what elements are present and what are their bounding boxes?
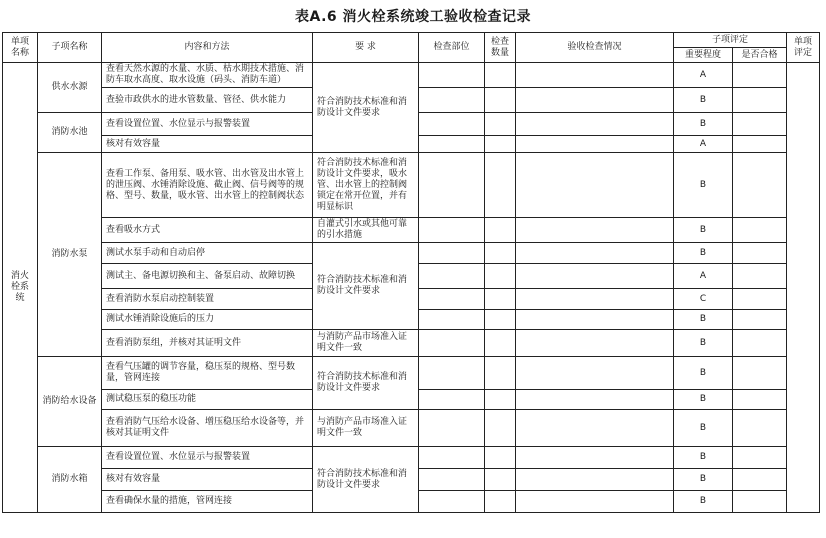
qualified-cell: [733, 63, 787, 88]
grade-cell: B: [674, 469, 733, 491]
content-cell: 查看天然水源的水量、水质、枯水期技术措施、消防车取水高度、取水设施（码头、消防车道）: [102, 63, 313, 88]
grade-cell: A: [674, 63, 733, 88]
qualified-cell: [733, 113, 787, 136]
location-cell: [419, 410, 485, 447]
count-cell: [485, 469, 516, 491]
location-cell: [419, 310, 485, 330]
count-cell: [485, 410, 516, 447]
grade-cell: B: [674, 447, 733, 469]
situation-cell: [516, 390, 674, 410]
requirement-cell: 符合消防技术标准和消防设计文件要求: [313, 243, 419, 330]
header-sub-eval: 子项评定: [674, 33, 787, 48]
page-title: 表A.6 消火栓系统竣工验收检查记录: [294, 9, 532, 25]
situation-cell: [516, 491, 674, 513]
location-cell: [419, 264, 485, 289]
requirement-cell: 符合消防技术标准和消防设计文件要求，吸水管、出水管上的控制阀锁定在常开位置，并有明显标识: [313, 153, 419, 218]
situation-cell: [516, 469, 674, 491]
grade-cell: B: [674, 410, 733, 447]
grade-cell: B: [674, 88, 733, 113]
header-importance: 重要程度: [674, 48, 733, 63]
grade-cell: A: [674, 264, 733, 289]
content-cell: 查看设置位置、水位显示与报警装置: [102, 447, 313, 469]
location-cell: [419, 113, 485, 136]
content-cell: 测试主、备电源切换和主、备泵启动、故障切换: [102, 264, 313, 289]
group-name: 供水水源: [38, 63, 102, 113]
grade-cell: B: [674, 113, 733, 136]
qualified-cell: [733, 390, 787, 410]
content-cell: 查看设置位置、水位显示与报警装置: [102, 113, 313, 136]
content-cell: 查看工作泵、备用泵、吸水管、出水管及出水管上的泄压阀、水锤消除设施、截止阀、信号阀等的规格、型号、数量，吸水管、出水管上的控制阀状态: [102, 153, 313, 218]
situation-cell: [516, 310, 674, 330]
location-cell: [419, 447, 485, 469]
requirement-cell: 符合消防技术标准和消防设计文件要求: [313, 357, 419, 410]
qualified-cell: [733, 491, 787, 513]
location-cell: [419, 153, 485, 218]
location-cell: [419, 218, 485, 243]
situation-cell: [516, 113, 674, 136]
requirement-cell: 自灌式引水或其他可靠的引水措施: [313, 218, 419, 243]
location-cell: [419, 357, 485, 390]
group-name: 消防水池: [38, 113, 102, 153]
content-cell: 核对有效容量: [102, 136, 313, 153]
header-row: [3, 33, 820, 48]
table-row: [3, 447, 820, 469]
qualified-cell: [733, 330, 787, 357]
location-cell: [419, 289, 485, 310]
count-cell: [485, 390, 516, 410]
location-cell: [419, 469, 485, 491]
grade-cell: A: [674, 136, 733, 153]
location-cell: [419, 136, 485, 153]
grade-cell: B: [674, 218, 733, 243]
location-cell: [419, 88, 485, 113]
requirement-cell: 符合消防技术标准和消防设计文件要求: [313, 63, 419, 153]
header-count: 检查数量: [485, 33, 516, 63]
content-cell: 查看气压罐的调节容量，稳压泵的规格、型号数量，管网连接: [102, 357, 313, 390]
count-cell: [485, 491, 516, 513]
location-cell: [419, 243, 485, 264]
content-cell: 查看吸水方式: [102, 218, 313, 243]
content-cell: 查看消防泵组，并核对其证明文件: [102, 330, 313, 357]
qualified-cell: [733, 289, 787, 310]
count-cell: [485, 243, 516, 264]
grade-cell: B: [674, 357, 733, 390]
situation-cell: [516, 218, 674, 243]
count-cell: [485, 264, 516, 289]
content-cell: 查看消防气压给水设备、增压稳压给水设备等，并核对其证明文件: [102, 410, 313, 447]
count-cell: [485, 136, 516, 153]
count-cell: [485, 289, 516, 310]
header-location: 检查部位: [419, 33, 485, 63]
situation-cell: [516, 357, 674, 390]
content-cell: 测试水锤消除设施后的压力: [102, 310, 313, 330]
content-cell: 测试稳压泵的稳压功能: [102, 390, 313, 410]
table-row: [3, 410, 820, 447]
qualified-cell: [733, 357, 787, 390]
requirement-cell: 符合消防技术标准和消防设计文件要求: [313, 447, 419, 513]
header-unit-eval: 单项评定: [787, 33, 820, 63]
qualified-cell: [733, 88, 787, 113]
table-row: [3, 63, 820, 88]
location-cell: [419, 330, 485, 357]
qualified-cell: [733, 447, 787, 469]
qualified-cell: [733, 153, 787, 218]
requirement-cell: 与消防产品市场准入证明文件一致: [313, 330, 419, 357]
situation-cell: [516, 289, 674, 310]
situation-cell: [516, 136, 674, 153]
requirement-cell: 与消防产品市场准入证明文件一致: [313, 410, 419, 447]
group-name: 消防给水设备: [38, 357, 102, 447]
situation-cell: [516, 243, 674, 264]
table-row: [3, 153, 820, 218]
grade-cell: B: [674, 153, 733, 218]
content-cell: 核对有效容量: [102, 469, 313, 491]
grade-cell: C: [674, 289, 733, 310]
grade-cell: B: [674, 330, 733, 357]
count-cell: [485, 113, 516, 136]
header-content: 内容和方法: [102, 33, 313, 63]
table-row: [3, 357, 820, 390]
content-cell: 查看消防水泵启动控制装置: [102, 289, 313, 310]
group-name: 消防水箱: [38, 447, 102, 513]
header-requirement: 要 求: [313, 33, 419, 63]
location-cell: [419, 491, 485, 513]
count-cell: [485, 330, 516, 357]
count-cell: [485, 63, 516, 88]
qualified-cell: [733, 310, 787, 330]
grade-cell: B: [674, 491, 733, 513]
count-cell: [485, 218, 516, 243]
qualified-cell: [733, 264, 787, 289]
content-cell: 测试水泵手动和自动启停: [102, 243, 313, 264]
location-cell: [419, 63, 485, 88]
table-row: [3, 243, 820, 264]
count-cell: [485, 310, 516, 330]
table-row: [3, 330, 820, 357]
count-cell: [485, 88, 516, 113]
qualified-cell: [733, 218, 787, 243]
header-sub-name: 子项名称: [38, 33, 102, 63]
situation-cell: [516, 153, 674, 218]
grade-cell: B: [674, 310, 733, 330]
situation-cell: [516, 330, 674, 357]
count-cell: [485, 447, 516, 469]
qualified-cell: [733, 469, 787, 491]
header-situation: 验收检查情况: [516, 33, 674, 63]
unit-eval-cell: [787, 63, 820, 513]
location-cell: [419, 390, 485, 410]
header-qualified: 是否合格: [733, 48, 787, 63]
situation-cell: [516, 410, 674, 447]
situation-cell: [516, 63, 674, 88]
unit-name: 消火栓系统: [10, 271, 29, 303]
count-cell: [485, 153, 516, 218]
unit-name-cell: [3, 63, 38, 513]
content-cell: 查看确保水量的措施，管网连接: [102, 491, 313, 513]
header-unit-name: 单项名称: [3, 33, 38, 63]
inspection-table: [2, 32, 820, 513]
qualified-cell: [733, 243, 787, 264]
grade-cell: B: [674, 243, 733, 264]
qualified-cell: [733, 136, 787, 153]
table-row: [3, 218, 820, 243]
count-cell: [485, 357, 516, 390]
situation-cell: [516, 264, 674, 289]
qualified-cell: [733, 410, 787, 447]
grade-cell: B: [674, 390, 733, 410]
content-cell: 查验市政供水的进水管数量、管径、供水能力: [102, 88, 313, 113]
group-name: 消防水泵: [38, 153, 102, 357]
situation-cell: [516, 447, 674, 469]
situation-cell: [516, 88, 674, 113]
